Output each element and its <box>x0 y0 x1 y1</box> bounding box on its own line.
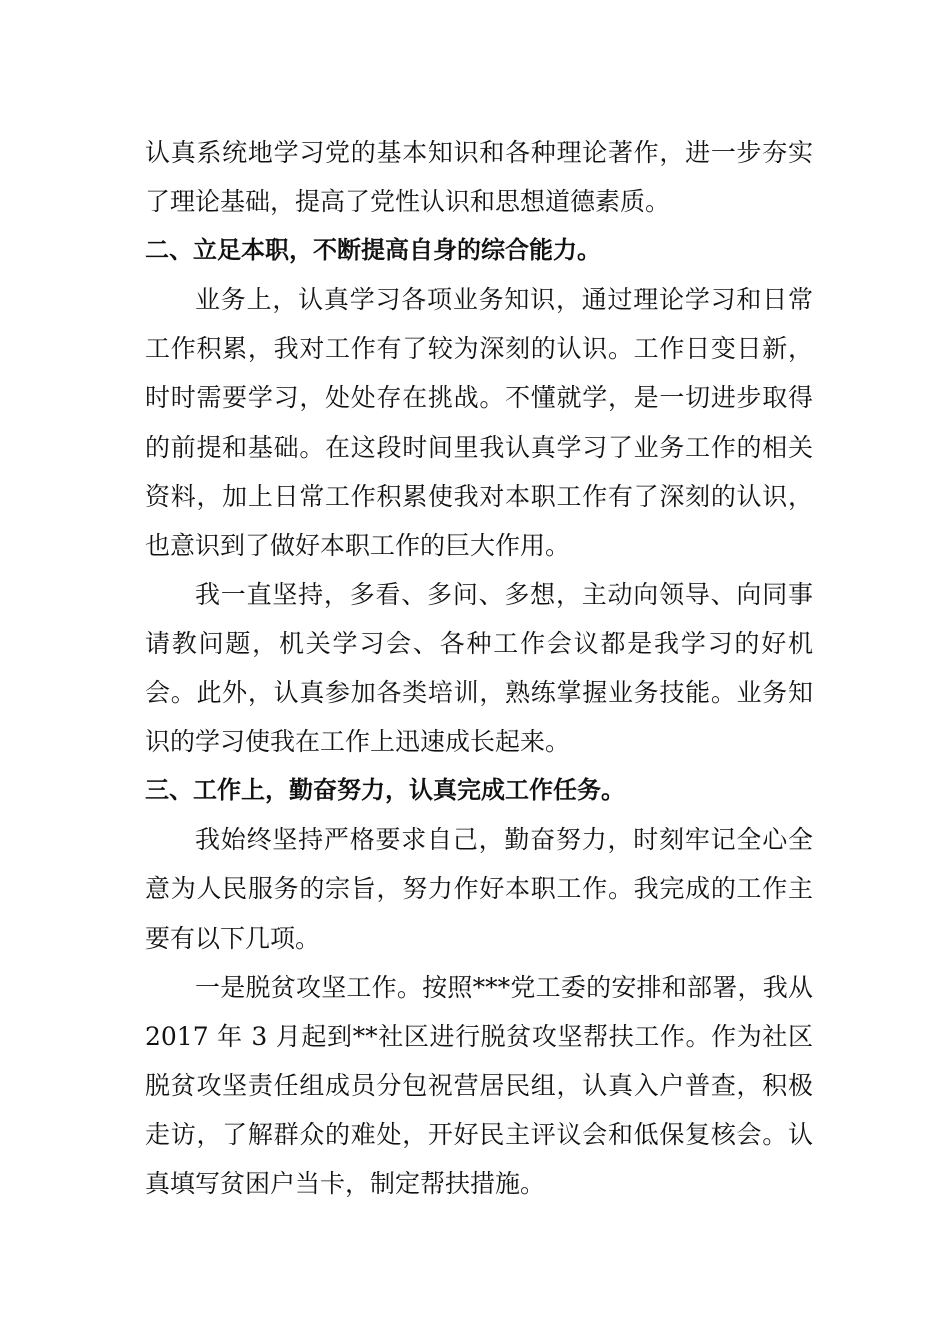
section-heading-2: 二、立足本职，不断提高自身的综合能力。 <box>145 236 601 265</box>
paragraph-strict-requirements: 我始终坚持严格要求自己，勤奋努力，时刻牢记全心全意为人民服务的宗旨，努力作好本职工作。我完成的工作主要有以下几项。 <box>145 825 813 953</box>
paragraph-poverty-alleviation: 一是脱贫攻坚工作。按照***党工委的安排和部署，我从 2017 年 3 月起到**社区进行脱贫攻坚帮扶工作。作为社区脱贫攻坚责任组成员分包祝营居民组，认真入户普查，积极走访，了解群众的难处，开好民主评议会和低保复核会。认真填写贫困户当卡，制定帮扶措施。 <box>145 972 813 1198</box>
section-heading-3: 三、工作上，勤奋努力，认真完成工作任务。 <box>145 776 625 805</box>
paragraph-persistence: 我一直坚持，多看、多问、多想，主动向领导、向同事请教问题，机关学习会、各种工作会议都是我学习的好机会。此外，认真参加各类培训，熟练掌握业务技能。业务知识的学习使我在工作上迅速成长起来。 <box>145 579 813 757</box>
document-body <box>145 128 813 1208</box>
paragraph-business-study: 业务上，认真学习各项业务知识，通过理论学习和日常工作积累，我对工作有了较为深刻的认识。工作日变日新，时时需要学习，处处存在挑战。不懂就学，是一切进步取得的前提和基础。在这段时间里我认真学习了业务工作的相关资料，加上日常工作积累使我对本职工作有了深刻的认识，也意识到了做好本职工作的巨大作用。 <box>145 285 813 560</box>
paragraph-continuation: 认真系统地学习党的基本知识和各种理论著作，进一步夯实了理论基础，提高了党性认识和思想道德素质。 <box>145 138 813 217</box>
